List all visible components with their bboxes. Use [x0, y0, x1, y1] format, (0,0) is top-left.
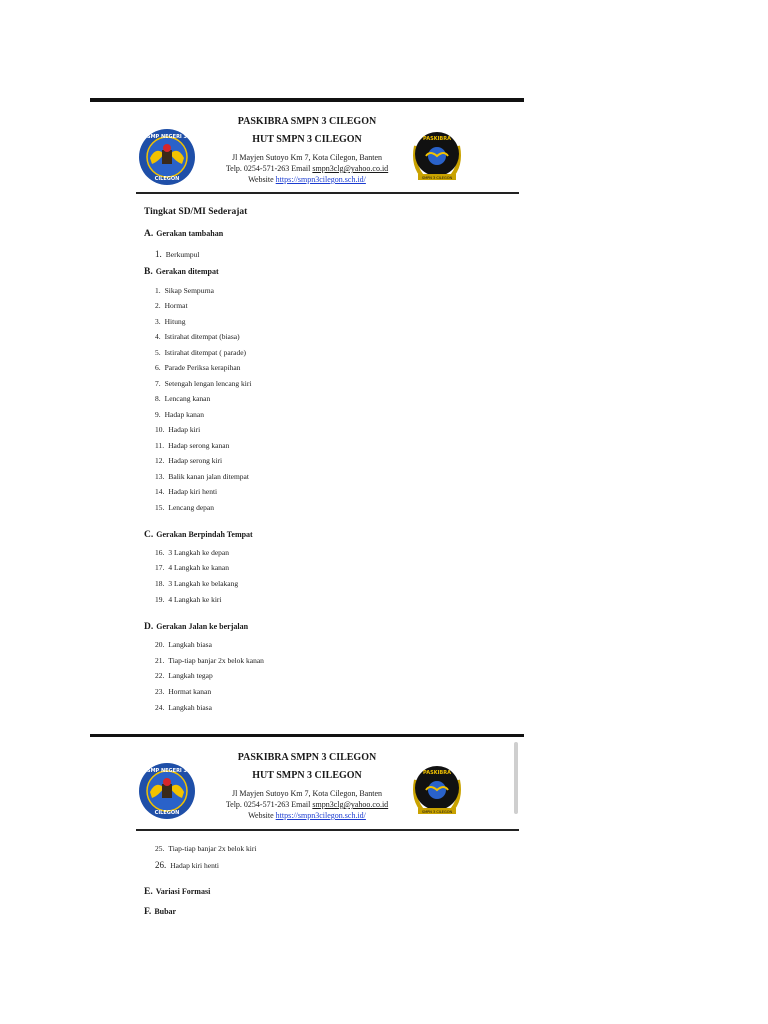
item-text: 3 Langkah ke belakang [168, 579, 239, 588]
group-title: Variasi Formasi [155, 887, 211, 896]
group-title: Gerakan ditempat [155, 267, 219, 276]
document-page-2 [90, 734, 524, 934]
item-text: Setengah lengan lencang kiri [164, 379, 252, 388]
item-number: 9. [155, 410, 161, 419]
svg-text:SMP NEGERI 3: SMP NEGERI 3 [146, 768, 188, 774]
item-text: Berkumpul [165, 250, 200, 259]
list-item [155, 363, 240, 372]
phone-text: Telp. 0254-571-263 Email [225, 800, 313, 809]
item-text: Hadap serong kiri [168, 456, 223, 465]
website-label: Website [248, 175, 276, 184]
group-heading-a [144, 229, 223, 239]
svg-text:CILEGON: CILEGON [154, 810, 180, 816]
group-letter: F. [144, 907, 152, 917]
item-text: Tiap-tiap banjar 2x belok kiri [168, 844, 257, 853]
group-letter: C. [144, 530, 154, 540]
item-text: 3 Langkah ke depan [168, 548, 229, 557]
item-number: 20. [155, 640, 165, 649]
item-text: Hormat [164, 301, 188, 310]
item-number: 4. [155, 332, 161, 341]
address-block [90, 788, 524, 821]
item-number: 10. [155, 425, 165, 434]
scrollbar-thumb[interactable] [514, 742, 518, 814]
list-item [155, 548, 229, 557]
list-item [155, 860, 219, 870]
item-text: Hadap serong kanan [168, 441, 230, 450]
list-item [155, 472, 249, 481]
item-text: Istirahat ditempat (biasa) [164, 332, 240, 341]
item-number: 7. [155, 379, 161, 388]
list-item [155, 671, 213, 680]
item-number: 13. [155, 472, 165, 481]
list-item [155, 703, 212, 712]
header-rule [136, 192, 519, 194]
item-text: 4 Langkah ke kiri [168, 595, 222, 604]
org-title: PASKIBRA SMPN 3 CILEGON [237, 116, 377, 127]
item-number: 15. [155, 503, 165, 512]
group-title: Gerakan Jalan ke berjalan [156, 622, 249, 631]
email-link[interactable]: smpn3clg@yahoo.co.id [312, 164, 389, 173]
item-number: 1. [155, 249, 162, 259]
item-number: 6. [155, 363, 161, 372]
item-text: Balik kanan jalan ditempat [168, 472, 249, 481]
item-number: 23. [155, 687, 165, 696]
website-link[interactable]: https://smpn3cilegon.sch.id/ [275, 175, 366, 184]
website-line [90, 810, 524, 821]
item-text: Hormat kanan [168, 687, 212, 696]
item-number: 21. [155, 656, 165, 665]
item-text: Parade Periksa kerapihan [164, 363, 241, 372]
list-item [155, 579, 238, 588]
group-letter: E. [144, 887, 153, 897]
list-item [155, 441, 229, 450]
list-item [155, 487, 217, 496]
event-title: HUT SMPN 3 CILEGON [252, 770, 362, 781]
item-number: 1. [155, 286, 161, 295]
list-item [155, 317, 185, 326]
header-rule [136, 829, 519, 831]
item-text: Hadap kanan [164, 410, 204, 419]
svg-text:SMPN 3 CILEGON: SMPN 3 CILEGON [421, 810, 453, 814]
group-heading-d [144, 622, 248, 632]
org-title: PASKIBRA SMPN 3 CILEGON [237, 752, 377, 763]
email-link[interactable]: smpn3clg@yahoo.co.id [312, 800, 389, 809]
list-item [155, 410, 204, 419]
group-letter: B. [144, 267, 153, 277]
item-number: 2. [155, 301, 161, 310]
page-separator [90, 734, 524, 737]
group-title: Bubar [154, 907, 177, 916]
item-number: 22. [155, 671, 165, 680]
item-number: 16. [155, 548, 165, 557]
section-title: Tingkat SD/MI Sederajat [144, 207, 248, 217]
item-text: Langkah biasa [168, 703, 212, 712]
item-text: Hadap kiri henti [168, 487, 218, 496]
item-number: 17. [155, 563, 165, 572]
list-item [155, 563, 229, 572]
website-label: Website [248, 811, 276, 820]
item-number: 3. [155, 317, 161, 326]
contact-line [90, 799, 524, 810]
group-heading-c [144, 530, 253, 540]
svg-text:PASKIBRA: PASKIBRA [423, 770, 451, 776]
item-text: Lencang kanan [164, 394, 211, 403]
item-number: 12. [155, 456, 165, 465]
list-item [155, 456, 222, 465]
event-title: HUT SMPN 3 CILEGON [252, 134, 362, 145]
item-text: Hadap kiri henti [170, 861, 219, 870]
group-letter: D. [144, 622, 154, 632]
list-item [155, 249, 200, 259]
group-heading-b [144, 267, 219, 277]
list-item [155, 301, 188, 310]
list-item [155, 394, 210, 403]
item-text: Hitung [164, 317, 186, 326]
list-item [155, 844, 256, 853]
item-text: Sikap Sempurna [164, 286, 214, 295]
document-page-1 [90, 98, 524, 728]
group-title: Gerakan Berpindah Tempat [156, 530, 253, 539]
website-link[interactable]: https://smpn3cilegon.sch.id/ [275, 811, 366, 820]
list-item [155, 640, 212, 649]
item-number: 14. [155, 487, 165, 496]
svg-text:SMP NEGERI 3: SMP NEGERI 3 [146, 134, 188, 140]
item-number: 5. [155, 348, 161, 357]
item-text: Istirahat ditempat ( parade) [164, 348, 247, 357]
list-item [155, 503, 214, 512]
svg-text:PASKIBRA: PASKIBRA [423, 136, 451, 142]
item-number: 18. [155, 579, 165, 588]
list-item [155, 379, 251, 388]
website-line [90, 174, 524, 185]
item-number: 19. [155, 595, 165, 604]
list-item [155, 348, 246, 357]
svg-text:SMPN 3 CILEGON: SMPN 3 CILEGON [421, 176, 453, 180]
group-title: Gerakan tambahan [156, 229, 224, 238]
list-item [155, 687, 211, 696]
item-number: 25. [155, 844, 165, 853]
group-letter: A. [144, 229, 154, 239]
address-text: Jl Mayjen Sutoyo Km 7, Kota Cilegon, Banten [232, 789, 382, 798]
list-item [155, 332, 240, 341]
item-number: 24. [155, 703, 165, 712]
phone-text: Telp. 0254-571-263 Email [225, 164, 313, 173]
item-text: 4 Langkah ke kanan [168, 563, 229, 572]
item-text: Langkah biasa [168, 640, 212, 649]
address-text: Jl Mayjen Sutoyo Km 7, Kota Cilegon, Banten [232, 153, 382, 162]
item-text: Tiap-tiap banjar 2x belok kanan [168, 656, 264, 665]
item-number: 26. [155, 860, 167, 870]
item-text: Lencang depan [168, 503, 214, 512]
list-item [155, 286, 214, 295]
item-text: Langkah tegap [168, 671, 213, 680]
group-heading-f [144, 907, 176, 917]
address-block [90, 152, 524, 185]
item-number: 8. [155, 394, 161, 403]
contact-line [90, 163, 524, 174]
group-heading-e [144, 887, 210, 897]
list-item [155, 425, 200, 434]
top-rule [90, 98, 524, 102]
list-item [155, 656, 264, 665]
item-text: Hadap kiri [168, 425, 201, 434]
item-number: 11. [155, 441, 165, 450]
svg-text:CILEGON: CILEGON [154, 176, 180, 182]
list-item [155, 595, 221, 604]
